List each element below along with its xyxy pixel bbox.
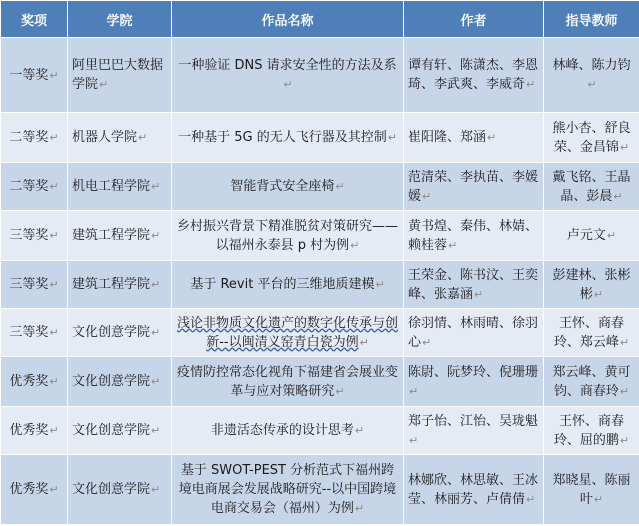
authors-text: 谭有轩、陈潇杰、李恩琦、李武爽、李威奇 bbox=[408, 58, 539, 92]
work-text: 一种基于 5G 的无人飞行器及其控制 bbox=[178, 130, 387, 145]
paragraph-mark-icon: ↵ bbox=[335, 180, 345, 193]
table-row bbox=[1, 309, 639, 357]
table-row bbox=[1, 211, 639, 261]
paragraph-mark-icon: ↵ bbox=[422, 335, 432, 349]
award-text: 三等奖 bbox=[9, 325, 49, 340]
table-row bbox=[1, 38, 639, 113]
work-cell bbox=[172, 455, 404, 525]
paragraph-mark-icon: ↵ bbox=[619, 433, 630, 447]
award-cell bbox=[1, 309, 68, 357]
paragraph-mark-icon: ↵ bbox=[151, 424, 161, 437]
college-text: 阿里巴巴大数据学院 bbox=[72, 58, 164, 92]
advisors-text: 王怀、商春玲、郑云峰 bbox=[553, 315, 624, 350]
header-row bbox=[1, 1, 639, 38]
paragraph-mark-icon: ↵ bbox=[526, 492, 536, 506]
advisors-cell bbox=[544, 407, 639, 455]
work-cell bbox=[172, 357, 404, 407]
work-cell bbox=[172, 38, 404, 113]
table-row bbox=[1, 357, 639, 407]
work-text: 一种验证 DNS 请求安全性的方法及系 bbox=[178, 58, 397, 73]
paragraph-mark-icon: ↵ bbox=[49, 424, 59, 437]
advisors-cell bbox=[544, 309, 639, 357]
paragraph-mark-icon: ↵ bbox=[422, 189, 432, 203]
award-text: 优秀奖 bbox=[9, 482, 49, 497]
paragraph-mark-icon: ↵ bbox=[619, 384, 630, 398]
paragraph-mark-icon: ↵ bbox=[49, 326, 59, 339]
paragraph-mark-icon: ↵ bbox=[359, 335, 369, 349]
authors-cell bbox=[404, 113, 544, 163]
award-text: 三等奖 bbox=[9, 228, 49, 243]
paragraph-mark-icon: ↵ bbox=[526, 78, 536, 91]
work-text: 疫情防控常态化视角下福建省会展业变革与应对策略研究 bbox=[176, 364, 398, 399]
paragraph-mark-icon: ↵ bbox=[448, 238, 458, 252]
authors-cell bbox=[404, 261, 544, 309]
advisors-text: 卢元文 bbox=[566, 228, 606, 243]
paragraph-mark-icon: ↵ bbox=[49, 483, 59, 496]
award-cell bbox=[1, 163, 68, 211]
paragraph-mark-icon: ↵ bbox=[49, 131, 59, 144]
work-text: 智能背式安全座椅 bbox=[230, 179, 335, 194]
work-cell bbox=[172, 407, 404, 455]
header-work: 作品名称 bbox=[172, 1, 404, 38]
award-text: 优秀奖 bbox=[9, 374, 49, 389]
authors-text: 崔阳隆、郑涵 bbox=[408, 130, 487, 145]
college-text: 文化创意学院 bbox=[72, 423, 151, 438]
paragraph-mark-icon: ↵ bbox=[283, 78, 293, 91]
authors-text: 范清荣、李执苗、李媛媛 bbox=[408, 169, 539, 204]
paragraph-mark-icon: ↵ bbox=[49, 68, 59, 82]
authors-text: 徐羽情、林雨晴、徐羽心 bbox=[408, 315, 539, 350]
award-cell bbox=[1, 357, 68, 407]
award-cell bbox=[1, 38, 68, 113]
paragraph-mark-icon: ↵ bbox=[474, 287, 484, 301]
work-cell bbox=[172, 211, 404, 261]
paragraph-mark-icon: ↵ bbox=[593, 492, 604, 506]
college-text: 建筑工程学院 bbox=[72, 277, 151, 292]
advisors-text: 郑晓星、陈丽叶 bbox=[552, 472, 631, 507]
authors-cell bbox=[404, 357, 544, 407]
college-cell bbox=[68, 455, 172, 525]
authors-cell bbox=[404, 455, 544, 525]
paragraph-mark-icon: ↵ bbox=[335, 384, 345, 398]
college-text: 建筑工程学院 bbox=[72, 228, 151, 243]
work-cell bbox=[172, 163, 404, 211]
paragraph-mark-icon: ↵ bbox=[619, 335, 630, 349]
award-cell bbox=[1, 407, 68, 455]
award-text: 一等奖 bbox=[9, 67, 49, 83]
table-row bbox=[1, 407, 639, 455]
award-cell bbox=[1, 113, 68, 163]
paragraph-mark-icon: ↵ bbox=[151, 278, 161, 291]
header-advisors: 指导教师 bbox=[544, 1, 639, 38]
paragraph-mark-icon: ↵ bbox=[593, 287, 604, 301]
header-authors: 作者 bbox=[404, 1, 544, 38]
paragraph-mark-icon: ↵ bbox=[487, 131, 497, 144]
college-cell bbox=[68, 163, 172, 211]
paragraph-mark-icon: ↵ bbox=[138, 131, 148, 144]
work-text: 乡村振兴背景下精准脱贫对策研究——以福州永泰县 p 村为例 bbox=[176, 218, 398, 253]
work-text: 浅论非物质文化遗产的数字化传承与创新--以闽清义窑青白瓷为例 bbox=[176, 315, 398, 350]
paragraph-mark-icon: ↵ bbox=[49, 180, 59, 193]
authors-cell bbox=[404, 407, 544, 455]
college-text: 文化创意学院 bbox=[72, 482, 151, 497]
paragraph-mark-icon: ↵ bbox=[151, 180, 161, 193]
paragraph-mark-icon: ↵ bbox=[587, 78, 597, 91]
authors-text: 林娜欣、林思敏、王冰莹、林丽芳、卢倩倩 bbox=[408, 472, 539, 507]
paragraph-mark-icon: ↵ bbox=[49, 229, 59, 242]
advisors-text: 林峰、陈力钧 bbox=[552, 58, 631, 73]
paragraph-mark-icon: ↵ bbox=[151, 483, 161, 496]
paragraph-mark-icon: ↵ bbox=[409, 433, 419, 447]
paragraph-mark-icon: ↵ bbox=[350, 238, 360, 252]
authors-cell bbox=[404, 211, 544, 261]
paragraph-mark-icon: ↵ bbox=[354, 424, 365, 437]
header-award: 奖项 bbox=[1, 1, 68, 38]
header-college: 学院 bbox=[68, 1, 172, 38]
college-text: 文化创意学院 bbox=[72, 325, 151, 340]
authors-text: 黄书煌、秦伟、林婧、赖桂蓉 bbox=[408, 218, 539, 253]
college-cell bbox=[68, 113, 172, 163]
table-row bbox=[1, 261, 639, 309]
work-cell bbox=[172, 113, 404, 163]
table-row bbox=[1, 113, 639, 163]
table-row bbox=[1, 163, 639, 211]
award-text: 二等奖 bbox=[9, 179, 49, 194]
advisors-text: 王怀、商春玲、屈的鹏 bbox=[553, 413, 624, 448]
authors-cell bbox=[404, 309, 544, 357]
award-text: 优秀奖 bbox=[9, 423, 49, 438]
paragraph-mark-icon: ↵ bbox=[387, 131, 397, 144]
authors-cell bbox=[404, 38, 544, 113]
paragraph-mark-icon: ↵ bbox=[49, 375, 59, 388]
authors-text: 陈尉、阮梦玲、倪珊珊 bbox=[408, 364, 539, 380]
college-cell bbox=[68, 261, 172, 309]
advisors-cell bbox=[544, 163, 639, 211]
advisors-cell bbox=[544, 211, 639, 261]
advisors-cell bbox=[544, 261, 639, 309]
award-text: 二等奖 bbox=[9, 130, 49, 145]
work-cell bbox=[172, 261, 404, 309]
college-cell bbox=[68, 309, 172, 357]
advisors-cell bbox=[544, 455, 639, 525]
paragraph-mark-icon: ↵ bbox=[151, 375, 161, 388]
college-text: 文化创意学院 bbox=[72, 374, 151, 389]
work-text: 基于 Revit 平台的三维地质建模 bbox=[190, 277, 375, 292]
authors-text: 郑子怡、江怡、吴珑魁 bbox=[408, 413, 539, 429]
table-row bbox=[1, 455, 639, 525]
award-cell bbox=[1, 261, 68, 309]
college-text: 机器人学院 bbox=[72, 130, 138, 145]
authors-cell bbox=[404, 163, 544, 211]
work-text: 基于 SWOT-PEST 分析范式下福州跨境电商展会发展战略研究--以中国跨境电商交易会（福州）为例 bbox=[178, 463, 397, 516]
college-cell bbox=[68, 357, 172, 407]
college-cell bbox=[68, 38, 172, 113]
work-cell bbox=[172, 309, 404, 357]
college-text: 机电工程学院 bbox=[72, 179, 151, 194]
award-cell bbox=[1, 211, 68, 261]
advisors-text: 郑云峰、黄可钧、商春玲 bbox=[552, 364, 631, 399]
paragraph-mark-icon: ↵ bbox=[613, 189, 623, 203]
award-cell bbox=[1, 455, 68, 525]
advisors-cell bbox=[544, 357, 639, 407]
paragraph-mark-icon: ↵ bbox=[99, 78, 109, 91]
paragraph-mark-icon: ↵ bbox=[619, 140, 630, 154]
paragraph-mark-icon: ↵ bbox=[354, 502, 365, 515]
college-cell bbox=[68, 211, 172, 261]
paragraph-mark-icon: ↵ bbox=[606, 229, 617, 242]
advisors-text: 彭建林、张彬彬 bbox=[552, 267, 631, 302]
college-cell bbox=[68, 407, 172, 455]
advisors-cell bbox=[544, 38, 639, 113]
paragraph-mark-icon: ↵ bbox=[49, 278, 59, 291]
paragraph-mark-icon: ↵ bbox=[375, 278, 385, 291]
award-text: 三等奖 bbox=[9, 277, 49, 292]
paragraph-mark-icon: ↵ bbox=[151, 229, 161, 242]
paragraph-mark-icon: ↵ bbox=[409, 384, 419, 398]
authors-text: 王荣金、陈书汶、王奕峰、张嘉涵 bbox=[408, 267, 539, 302]
advisors-cell bbox=[544, 113, 639, 163]
advisors-text: 戴飞铭、王晶晶、彭晨 bbox=[552, 169, 631, 204]
advisors-text: 熊小杏、舒良荣、金昌锦 bbox=[552, 120, 631, 155]
paragraph-mark-icon: ↵ bbox=[151, 326, 161, 339]
work-text: 非遗活态传承的设计思考 bbox=[210, 423, 354, 438]
